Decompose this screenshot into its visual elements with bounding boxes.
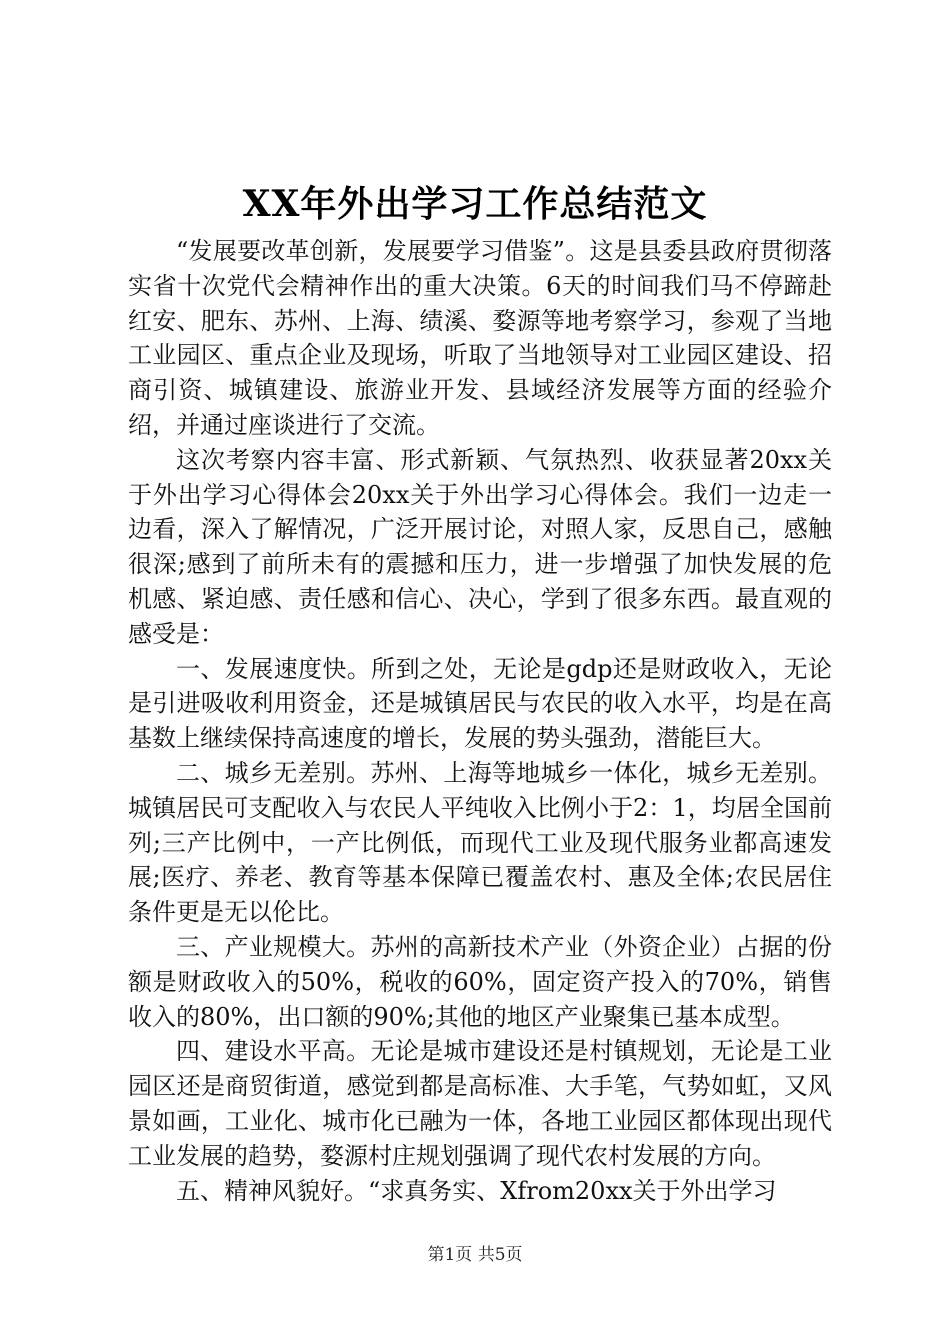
paragraph: 这次考察内容丰富、形式新颖、气氛热烈、收获显著20xx关于外出学习心得体会20xx关于外出学习心得体会。我们一边走一边看，深入了解情况，广泛开展讨论，对照人家，反思自己，感触很深;感到了前所未有的震撼和压力，进一步增强了加快发展的危机感、紧迫感、责任感和信心、决心，学到了很多东西。最直观的感受是： [128, 445, 832, 648]
paragraph: 三、产业规模大。苏州的高新技术产业（外资企业）占据的份额是财政收入的50%，税收的60%，固定资产投入的70%，销售收入的80%，出口额的90%;其他的地区产业聚集已基本成型。 [128, 932, 832, 1031]
document-body [128, 234, 832, 1208]
paragraph: 五、精神风貌好。“求真务实、Xfrom20xx关于外出学习 [176, 1176, 777, 1205]
document-title: XX年外出学习工作总结范文 [242, 183, 708, 225]
paragraph: “发展要改革创新，发展要学习借鉴”。这是县委县政府贯彻落实省十次党代会精神作出的重大决策。6天的时间我们马不停蹄赴红安、肥东、苏州、上海、绩溪、婺源等地考察学习，参观了当地工业园区、重点企业及现场，听取了当地领导对工业园区建设、招商引资、城镇建设、旅游业开发、县域经济发展等方面的经验介绍，并通过座谈进行了交流。 [128, 237, 832, 439]
paragraph: 四、建设水平高。无论是城市建设还是村镇规划，无论是工业园区还是商贸街道，感觉到都是高标准、大手笔，气势如虹，又风景如画，工业化、城市化已融为一体，各地工业园区都体现出现代工业发展的趋势，婺源村庄规划强调了现代农村发展的方向。 [128, 1037, 832, 1170]
page-footer: 第1页 共5页 [427, 1245, 523, 1265]
paragraph: 一、发展速度快。所到之处，无论是gdp还是财政收入，无论是引进吸收利用资金，还是城镇居民与农民的收入水平，均是在高基数上继续保持高速度的增长，发展的势头强劲，潜能巨大。 [128, 654, 832, 753]
paragraph: 二、城乡无差别。苏州、上海等地城乡一体化，城乡无差别。城镇居民可支配收入与农民人平纯收入比例小于2：1，均居全国前列;三产比例中，一产比例低，而现代工业及现代服务业都高速发展;医疗、养老、教育等基本保障已覆盖农村、惠及全体;农民居住条件更是无以伦比。 [128, 758, 832, 927]
